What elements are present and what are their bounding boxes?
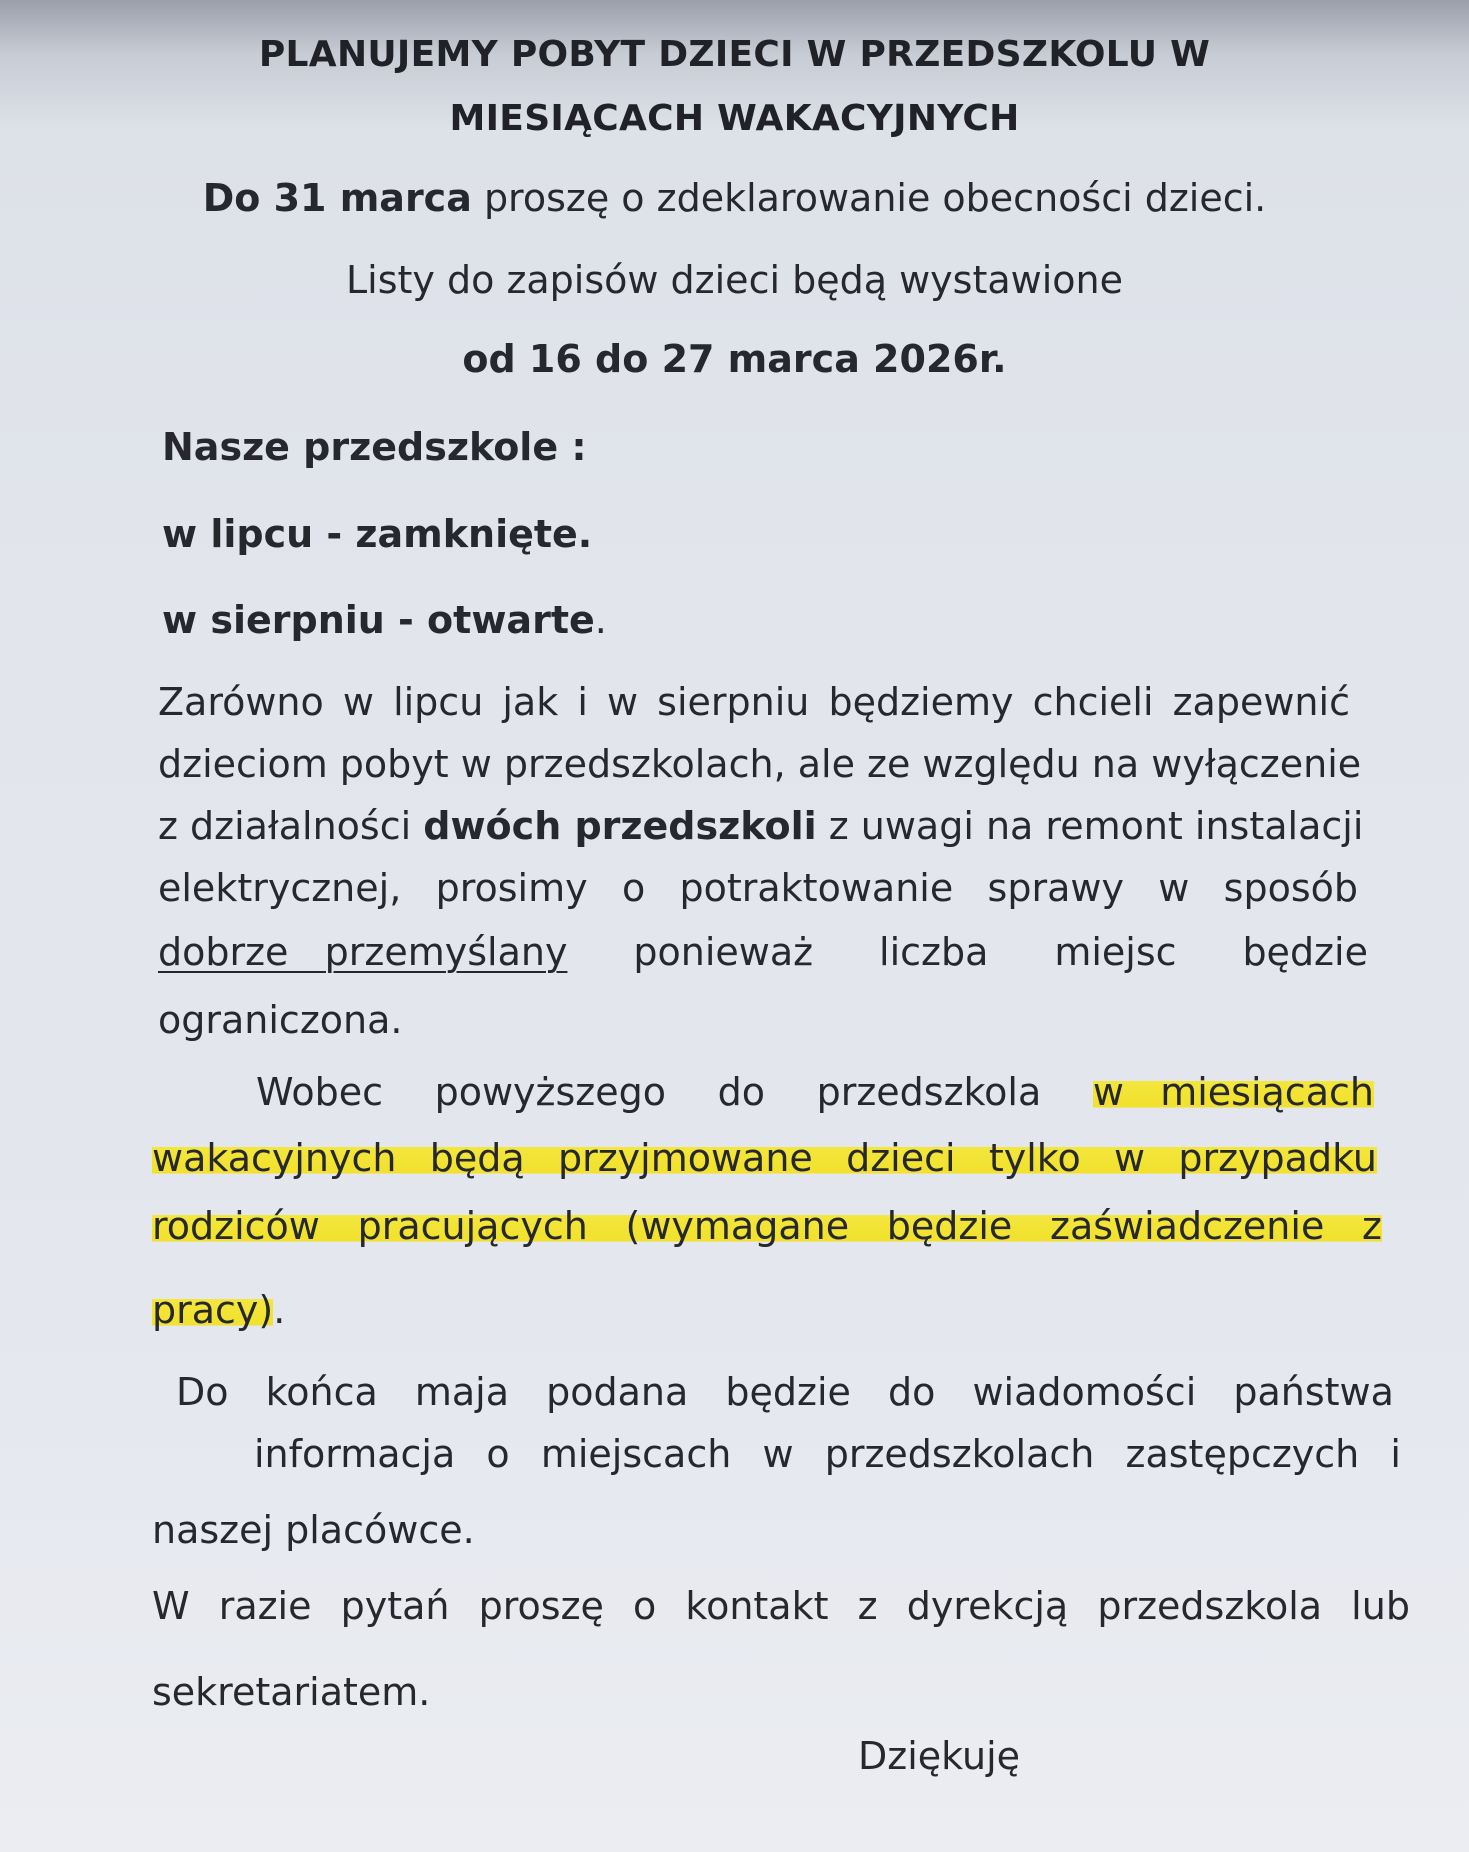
july-status: w lipcu - zamknięte.	[162, 512, 593, 556]
para4-line1: W razie pytań proszę o kontakt z dyrekcją przedszkola lub	[152, 1584, 1410, 1628]
well-thought-underlined: dobrze przemyślany	[158, 930, 568, 974]
para1-line3: z działalności dwóch przedszkoli z uwagi na remont instalacji	[158, 804, 1364, 848]
para1-line5: dobrze przemyślany ponieważ liczba miejsc będzie	[158, 930, 1368, 974]
para1-line6: ograniczona.	[158, 998, 403, 1042]
closing-thanks: Dziękuję	[858, 1734, 1021, 1778]
august-line: w sierpniu - otwarte.	[162, 598, 607, 642]
deadline-text: proszę o zdeklarowanie obecności dzieci.	[471, 176, 1267, 220]
para3-line3: naszej placówce.	[152, 1508, 475, 1552]
highlight-summer-months: w miesiącach	[1092, 1070, 1374, 1114]
two-preschools: dwóch przedszkoli	[423, 804, 817, 848]
deadline-line	[0, 176, 1469, 220]
highlight-work: pracy)	[152, 1288, 274, 1332]
para1-line2: dzieciom pobyt w przedszkolach, ale ze względu na wyłączenie	[158, 742, 1362, 786]
august-status: w sierpniu - otwarte	[162, 598, 595, 642]
dates-line: od 16 do 27 marca 2026r.	[462, 337, 1007, 381]
para2-line2: wakacyjnych będą przyjmowane dzieci tylko w przypadku	[152, 1136, 1377, 1180]
deadline-date: Do 31 marca	[202, 176, 472, 220]
para3-line1: Do końca maja podana będzie do wiadomości państwa	[176, 1370, 1394, 1414]
heading-our-preschool: Nasze przedszkole :	[162, 425, 587, 469]
lists-line: Listy do zapisów dzieci będą wystawione	[346, 258, 1123, 302]
para4-line2: sekretariatem.	[152, 1670, 431, 1714]
notice-title-line1: PLANUJEMY POBYT DZIECI W PRZEDSZKOLU W	[258, 34, 1211, 75]
notice-title-line2: MIESIĄCACH WAKACYJNYCH	[449, 98, 1020, 139]
para1-line4: elektrycznej, prosimy o potraktowanie sprawy w sposób	[158, 866, 1358, 910]
para2-line4: pracy).	[152, 1288, 286, 1332]
para1-line1: Zarówno w lipcu jak i w sierpniu będziemy chcieli zapewnić	[158, 680, 1350, 724]
para2-line3: rodziców pracujących (wymagane będzie zaświadczenie z	[152, 1204, 1382, 1248]
para2-line1: Wobec powyższego do przedszkola w miesiącach	[256, 1070, 1374, 1114]
para3-line2: informacja o miejscach w przedszkolach zastępczych i	[254, 1432, 1401, 1476]
